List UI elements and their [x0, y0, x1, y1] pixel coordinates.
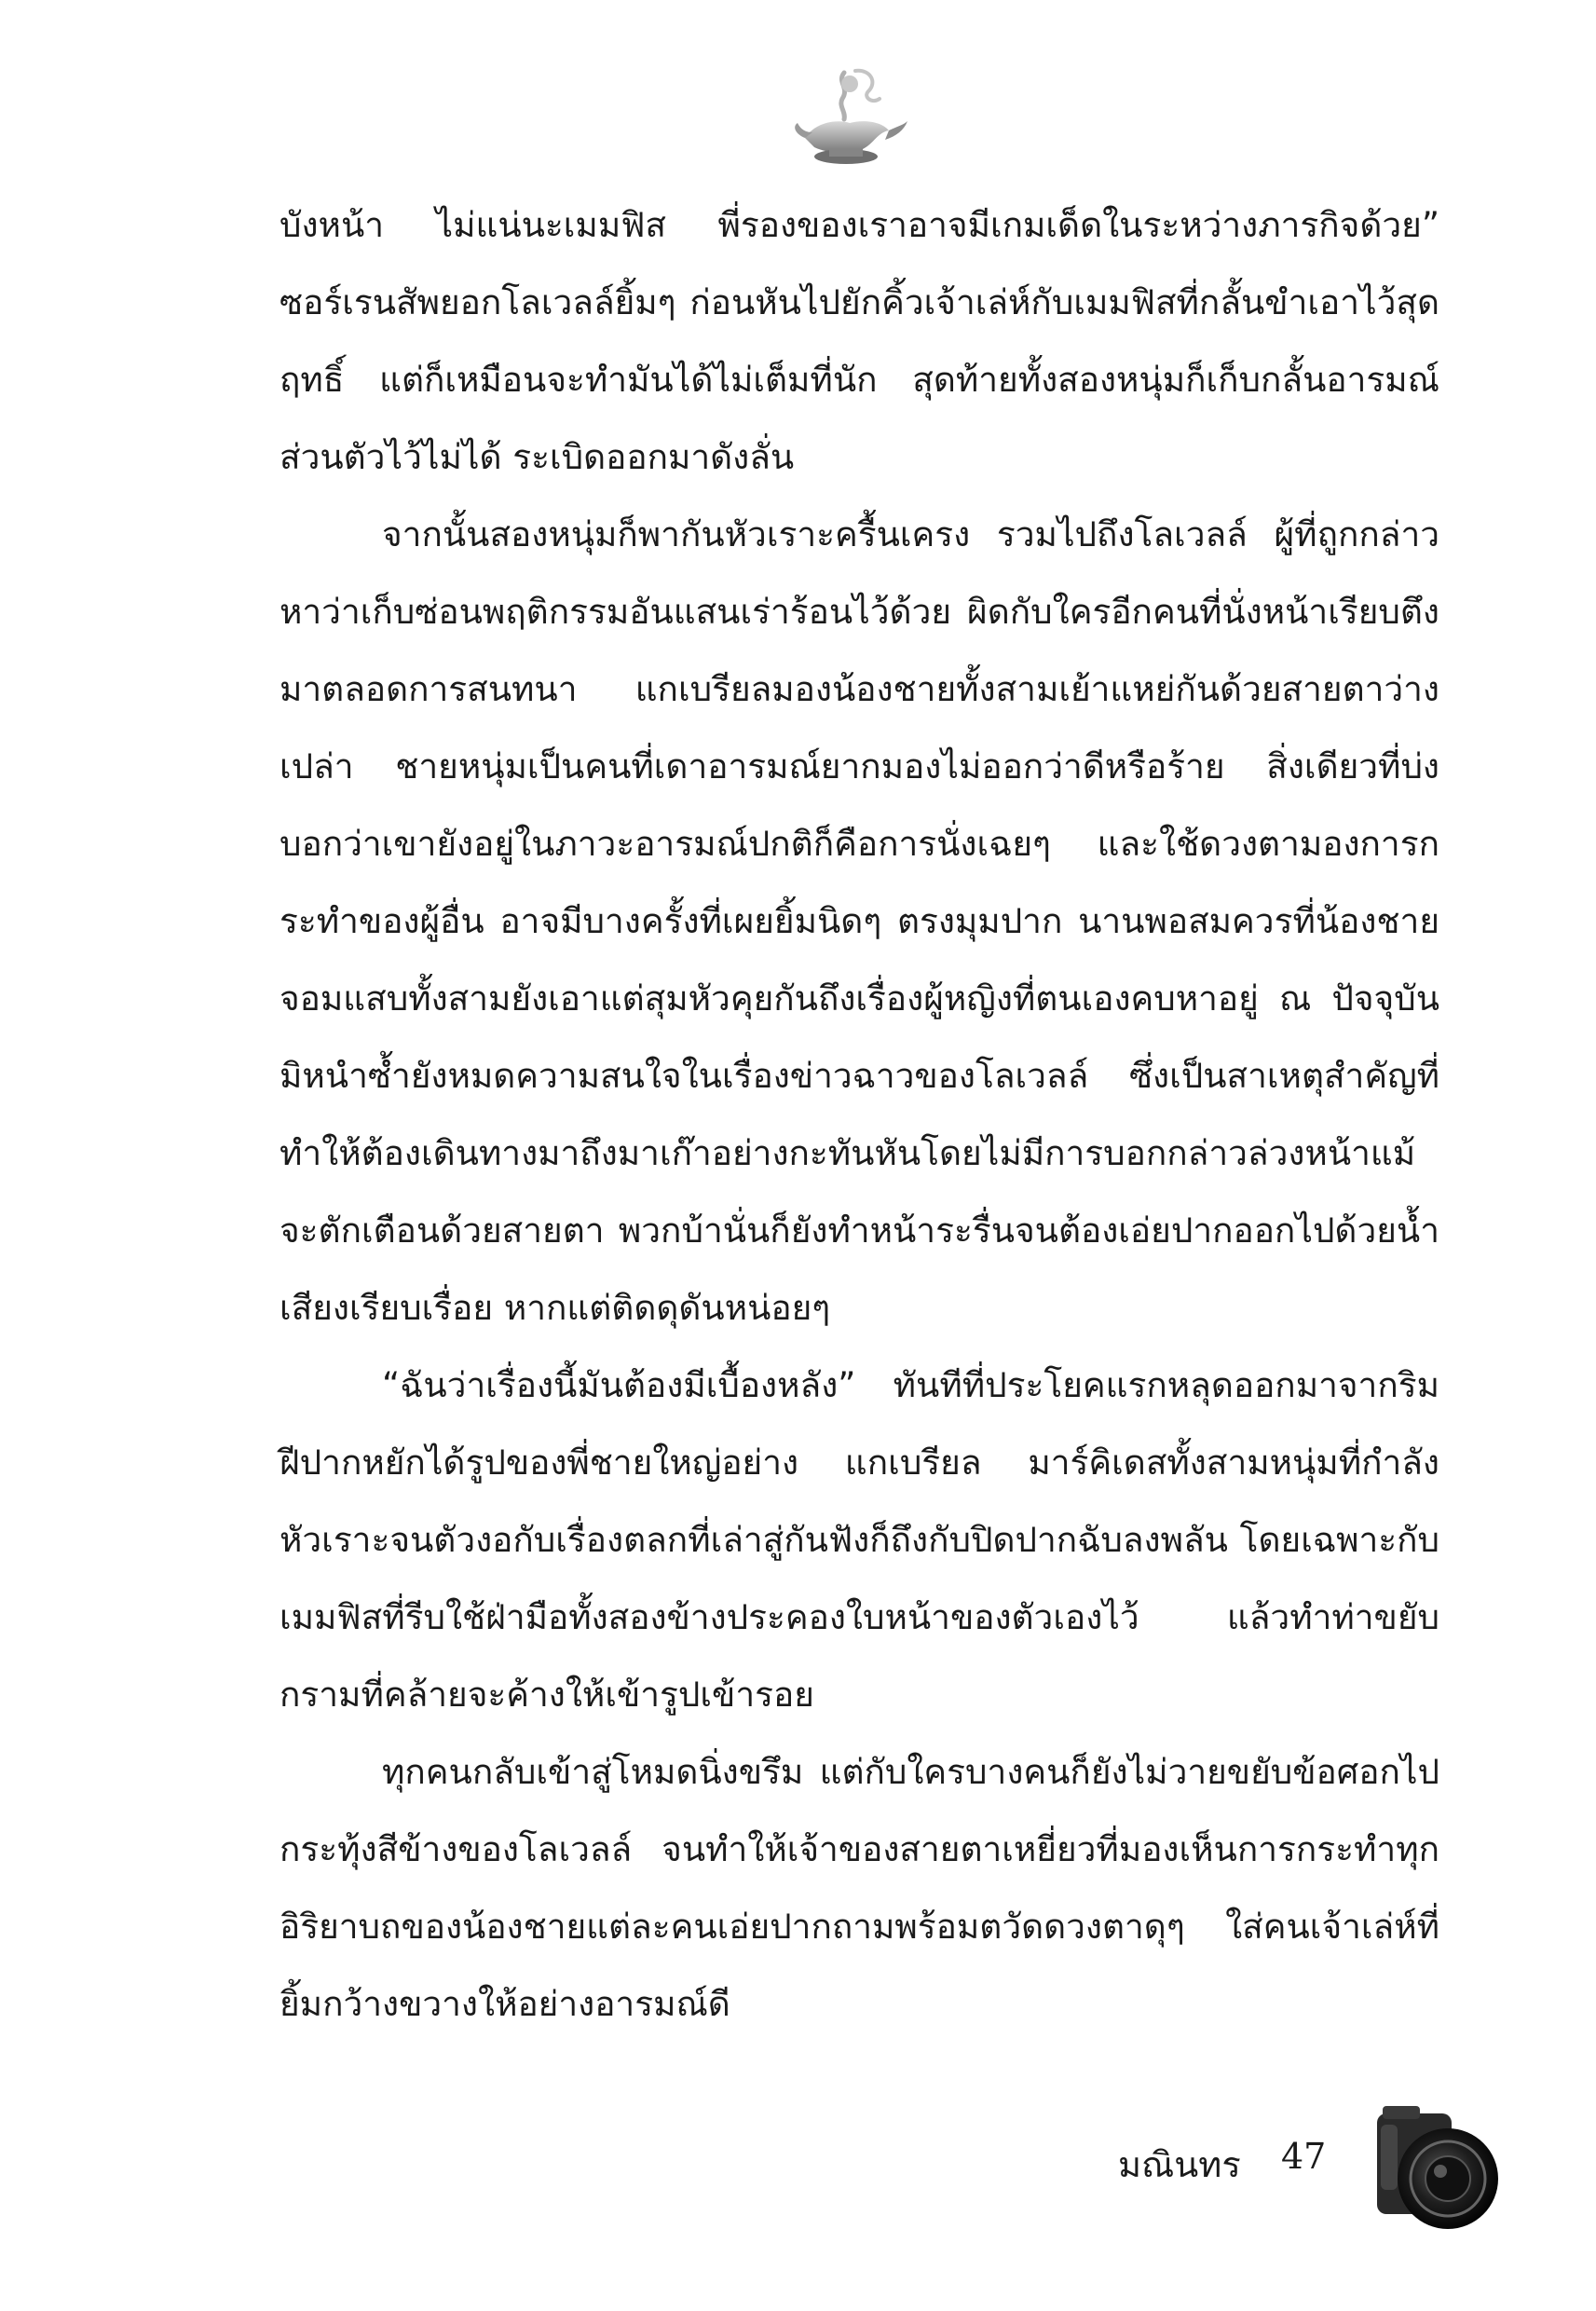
page-footer — [1081, 2087, 1509, 2255]
body-text — [280, 186, 1439, 2043]
paragraph: จากนั้นสองหนุ่มก็พากันหัวเราะครื้นเครง รวมไปถึงโลเวลล์ ผู้ที่ถูกกล่าวหาว่าเก็บซ่อนพฤติกรรมอันแสนเร่าร้อนไว้ด้วย ผิดกับใครอีกคนที่นั่งหน้าเรียบตึงมาตลอดการสนทนา แกเบรียลมองน้องชายทั้งสามเย้าแหย่กันด้วยสายตาว่างเปล่า ชายหนุ่มเป็นคนที่เดาอารมณ์ยากมองไม่ออกว่าดีหรือร้าย สิ่งเดียวที่บ่งบอกว่าเขายังอยู่ในภาวะอารมณ์ปกติก็คือการนั่งเฉยๆ และใช้ดวงตามองการกระทำของผู้อื่น อาจมีบางครั้งที่เผยยิ้มนิดๆ ตรงมุมปาก นานพอสมควรที่น้องชายจอมแสบทั้งสามยังเอาแต่สุมหัวคุยกันถึงเรื่องผู้หญิงที่ตนเองคบหาอยู่ ณ ปัจจุบัน มิหนำซ้ำยังหมดความสนใจในเรื่องข่าวฉาวของโลเวลล์ ซึ่งเป็นสาเหตุสำคัญที่ทำให้ต้องเดินทางมาถึงมาเก๊าอย่างกะทันหันโดยไม่มีการบอกกล่าวล่วงหน้าแม้จะตักเตือนด้วยสายตา พวกบ้านั่นก็ยังทำหน้าระรื่นจนต้องเอ่ยปากออกไปด้วยน้ำเสียงเรียบเรื่อย หากแต่ติดดุดันหน่อยๆ — [280, 514, 1439, 1328]
camera-icon — [1370, 2087, 1500, 2246]
author-name: มณินทร — [1118, 2144, 1241, 2185]
paragraph: “ฉันว่าเรื่องนี้มันต้องมีเบื้องหลัง” ทันทีที่ประโยคแรกหลุดออกมาจากริมฝีปากหยักได้รูปของพี่ชายใหญ่อย่าง แกเบรียล มาร์คิเดสทั้งสามหนุ่มที่กำลังหัวเราะจนตัวงอกับเรื่องตลกที่เล่าสู่กันฟังก็ถึงกับปิดปากฉับลงพลัน โดยเฉพาะกับเมมฟิสที่รีบใช้ฝ่ามือทั้งสองข้างประคองใบหน้าของตัวเองไว้ แล้วทำท่าขยับกรามที่คล้ายจะค้างให้เข้ารูปเข้ารอย — [280, 1365, 1439, 1715]
paragraph: บังหน้า ไม่แน่นะเมมฟิส พี่รองของเราอาจมีเกมเด็ดในระหว่างภารกิจด้วย” ซอร์เรนสัพยอกโลเวลล์ยิ้มๆ ก่อนหันไปยักคิ้วเจ้าเล่ห์กับเมมฟิสที่กลั้นขำเอาไว้สุดฤทธิ์ แต่ก็เหมือนจะทำมันได้ไม่เต็มที่นัก สุดท้ายทั้งสองหนุ่มก็เก็บกลั้นอารมณ์ส่วนตัวไว้ไม่ได้ ระเบิดออกมาดังลั่น — [280, 205, 1439, 477]
genie-lamp-icon — [788, 65, 909, 168]
page-number: 47 — [1281, 2136, 1327, 2177]
paragraph: ทุกคนกลับเข้าสู่โหมดนิ่งขรึม แต่กับใครบางคนก็ยังไม่วายขยับข้อศอกไปกระทุ้งสีข้างของโลเวลล์ จนทำให้เจ้าของสายตาเหยี่ยวที่มองเห็นการกระทำทุกอิริยาบถของน้องชายแต่ละคนเอ่ยปากถามพร้อมตวัดดวงตาดุๆ ใส่คนเจ้าเล่ห์ที่ยิ้มกว้างขวางให้อย่างอารมณ์ดี — [280, 1752, 1439, 2024]
